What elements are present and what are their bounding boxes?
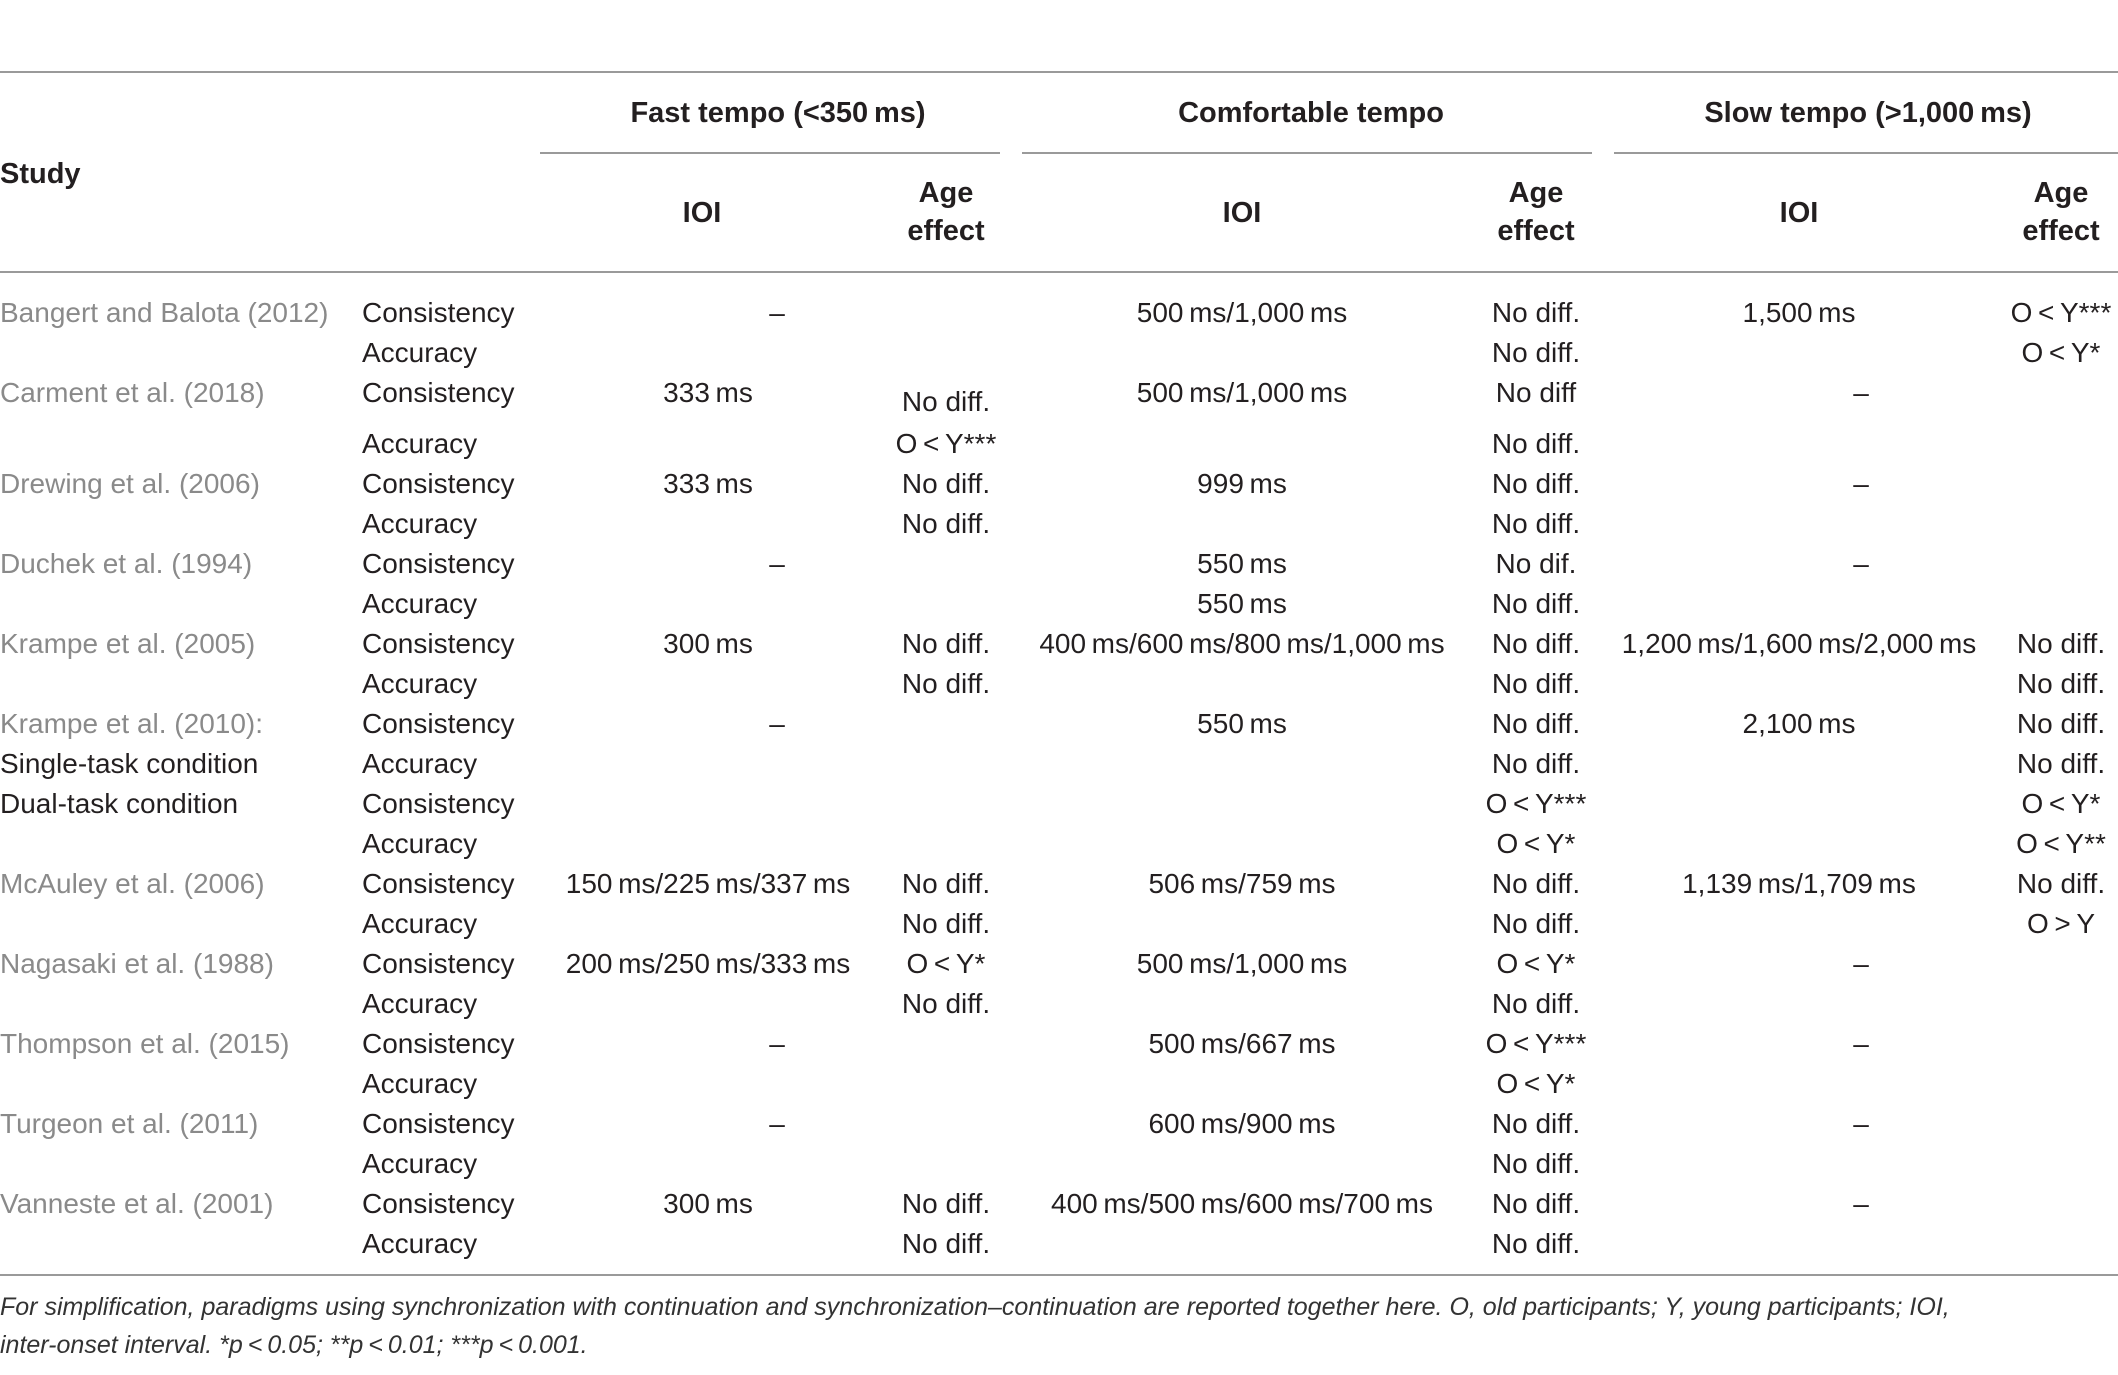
measure-cell: Consistency (362, 297, 515, 328)
measure-cell: Consistency (362, 468, 515, 499)
header-slow-age-effect (2022, 174, 2099, 250)
comfortable-ioi-cell: 600 ms/900 ms (1148, 1108, 1336, 1139)
comfortable-age-effect-cell: No diff. (1491, 1188, 1581, 1219)
slow-age-effect-cell: O < Y* (2021, 337, 2101, 368)
fast-ioi-cell: – (769, 708, 785, 739)
footnote-line-2: inter-onset interval. *p < 0.05; **p < 0.01; ***p < 0.001. (0, 1331, 588, 1359)
measure-cell: Consistency (362, 788, 515, 819)
table-bottom-rule (0, 1274, 2118, 1276)
header-group-slow: Slow tempo (>1,000 ms) (1704, 97, 2032, 129)
measure-cell: Accuracy (362, 988, 478, 1019)
study-cell: Dual-task condition (0, 788, 239, 819)
comfortable-age-effect-cell: O < Y*** (1485, 1028, 1587, 1059)
slow-ioi-cell: – (1853, 1108, 1869, 1139)
fast-age-effect-cell: O < Y* (906, 948, 986, 979)
study-cell: McAuley et al. (2006) (0, 868, 265, 899)
study-cell: Carment et al. (2018) (0, 377, 265, 408)
fast-ioi-cell: 300 ms (663, 628, 753, 659)
measure-cell: Accuracy (362, 668, 478, 699)
measure-cell: Accuracy (362, 428, 478, 459)
table-footnote (0, 1288, 2100, 1364)
comfortable-ioi-cell: 506 ms/759 ms (1148, 868, 1336, 899)
comfortable-ioi-cell: 500 ms/1,000 ms (1136, 297, 1348, 328)
fast-age-effect-cell: No diff. (901, 868, 991, 899)
measure-cell: Consistency (362, 868, 515, 899)
comfortable-ioi-cell: 999 ms (1197, 468, 1287, 499)
comfortable-age-effect-cell: No dif. (1495, 548, 1577, 579)
measure-cell: Consistency (362, 377, 515, 408)
study-cell: Krampe et al. (2005) (0, 628, 256, 659)
comfortable-age-effect-cell: No diff. (1491, 428, 1581, 459)
comfortable-age-effect-cell: No diff. (1491, 988, 1581, 1019)
slow-ioi-cell: 2,100 ms (1742, 708, 1856, 739)
comfortable-age-effect-cell: No diff. (1491, 908, 1581, 939)
header-group-comfortable: Comfortable tempo (1178, 97, 1444, 129)
comfortable-ioi-cell: 550 ms (1197, 588, 1287, 619)
header-slow-ioi: IOI (1779, 197, 1819, 229)
comfortable-age-effect-cell: No diff. (1491, 588, 1581, 619)
comfortable-age-effect-cell: O < Y*** (1485, 788, 1587, 819)
header-bottom-rule (0, 271, 2118, 273)
comfortable-age-effect-cell: No diff. (1491, 337, 1581, 368)
fast-age-effect-cell: No diff. (901, 1228, 991, 1259)
fast-ioi-cell: – (769, 1028, 785, 1059)
measure-cell: Accuracy (362, 1068, 478, 1099)
study-cell: Vanneste et al. (2001) (0, 1188, 274, 1219)
fast-age-effect-cell: No diff. (901, 386, 991, 417)
header-comfortable-ioi: IOI (1222, 197, 1262, 229)
age-label: Age (918, 177, 974, 209)
comfortable-age-effect-cell: No diff. (1491, 668, 1581, 699)
slow-age-effect-cell: No diff. (2016, 708, 2106, 739)
slow-age-effect-cell: O > Y (2026, 908, 2096, 939)
slow-ioi-cell: – (1853, 1028, 1869, 1059)
measure-cell: Accuracy (362, 508, 478, 539)
age-label: Age (1508, 177, 1564, 209)
slow-age-effect-cell: O < Y* (2021, 788, 2101, 819)
comfortable-age-effect-cell: No diff. (1491, 468, 1581, 499)
slow-age-effect-cell: O < Y** (2016, 828, 2106, 859)
comfortable-ioi-cell: 550 ms (1197, 708, 1287, 739)
slow-age-effect-cell: No diff. (2016, 748, 2106, 779)
slow-ioi-cell: – (1853, 468, 1869, 499)
comfortable-age-effect-cell: No diff. (1491, 868, 1581, 899)
fast-age-effect-cell: No diff. (901, 668, 991, 699)
slow-age-effect-cell: No diff. (2016, 668, 2106, 699)
fast-tempo-rule (540, 152, 1000, 154)
header-group-fast: Fast tempo (<350 ms) (630, 97, 926, 129)
comfortable-ioi-cell: 550 ms (1197, 548, 1287, 579)
measure-cell: Accuracy (362, 908, 478, 939)
comfortable-age-effect-cell: No diff. (1491, 748, 1581, 779)
study-cell: Drewing et al. (2006) (0, 468, 260, 499)
header-fast-ioi: IOI (682, 197, 722, 229)
header-study: Study (0, 158, 81, 190)
comfortable-age-effect-cell: No diff. (1491, 1148, 1581, 1179)
study-cell: Nagasaki et al. (1988) (0, 948, 274, 979)
fast-ioi-cell: 333 ms (663, 468, 753, 499)
slow-ioi-cell: 1,200 ms/1,600 ms/2,000 ms (1621, 628, 1977, 659)
comfortable-age-effect-cell: No diff. (1491, 1108, 1581, 1139)
slow-ioi-cell: 1,500 ms (1742, 297, 1856, 328)
slow-ioi-cell: 1,139 ms/1,709 ms (1682, 868, 1916, 899)
effect-label: effect (2022, 215, 2100, 247)
comfortable-age-effect-cell: No diff. (1491, 508, 1581, 539)
comfortable-ioi-cell: 400 ms/500 ms/600 ms/700 ms (1051, 1188, 1433, 1219)
slow-age-effect-cell: O < Y*** (2010, 297, 2112, 328)
fast-ioi-cell: 333 ms (663, 377, 753, 408)
measure-cell: Consistency (362, 708, 515, 739)
comfortable-age-effect-cell: O < Y* (1496, 828, 1576, 859)
measure-cell: Accuracy (362, 748, 478, 779)
measure-cell: Consistency (362, 948, 515, 979)
comfortable-age-effect-cell: O < Y* (1496, 948, 1576, 979)
comfortable-ioi-cell: 500 ms/667 ms (1148, 1028, 1336, 1059)
footnote-line-1: For simplification, paradigms using synchronization with continuation and synchronization–continuation are reported together here. O, old participants; Y, young participants; IOI, (0, 1293, 1950, 1321)
slow-age-effect-cell: No diff. (2016, 628, 2106, 659)
study-cell: Single-task condition (0, 748, 259, 779)
comfortable-ioi-cell: 500 ms/1,000 ms (1136, 377, 1348, 408)
slow-ioi-cell: – (1853, 377, 1869, 408)
effect-label: effect (907, 215, 985, 247)
fast-age-effect-cell: No diff. (901, 908, 991, 939)
fast-age-effect-cell: No diff. (901, 1188, 991, 1219)
slow-ioi-cell: – (1853, 1188, 1869, 1219)
comfortable-age-effect-cell: No diff. (1491, 708, 1581, 739)
study-cell: Krampe et al. (2010): (0, 708, 264, 739)
fast-age-effect-cell: No diff. (901, 988, 991, 1019)
measure-cell: Consistency (362, 1188, 515, 1219)
fast-ioi-cell: – (769, 1108, 785, 1139)
comfortable-age-effect-cell: O < Y* (1496, 1068, 1576, 1099)
comfortable-age-effect-cell: No diff. (1491, 297, 1581, 328)
slow-ioi-cell: – (1853, 948, 1869, 979)
fast-ioi-cell: 200 ms/250 ms/333 ms (565, 948, 851, 979)
fast-age-effect-cell: O < Y*** (895, 428, 997, 459)
measure-cell: Accuracy (362, 828, 478, 859)
study-cell: Turgeon et al. (2011) (0, 1108, 259, 1139)
fast-age-effect-cell: No diff. (901, 628, 991, 659)
fast-ioi-cell: – (769, 548, 785, 579)
slow-ioi-cell: – (1853, 548, 1869, 579)
fast-age-effect-cell: No diff. (901, 508, 991, 539)
slow-age-effect-cell: No diff. (2016, 868, 2106, 899)
fast-ioi-cell: 150 ms/225 ms/337 ms (565, 868, 851, 899)
measure-cell: Accuracy (362, 1228, 478, 1259)
table-top-rule (0, 71, 2118, 73)
measure-cell: Consistency (362, 548, 515, 579)
comfortable-tempo-rule (1022, 152, 1592, 154)
study-cell: Bangert and Balota (2012) (0, 297, 329, 328)
measure-cell: Accuracy (362, 588, 478, 619)
comfortable-age-effect-cell: No diff. (1491, 628, 1581, 659)
fast-ioi-cell: – (769, 297, 785, 328)
measure-cell: Consistency (362, 1028, 515, 1059)
comfortable-ioi-cell: 500 ms/1,000 ms (1136, 948, 1348, 979)
measure-cell: Consistency (362, 1108, 515, 1139)
measure-cell: Consistency (362, 628, 515, 659)
comfortable-age-effect-cell: No diff. (1491, 1228, 1581, 1259)
fast-age-effect-cell: No diff. (901, 468, 991, 499)
measure-cell: Accuracy (362, 337, 478, 368)
fast-ioi-cell: 300 ms (663, 1188, 753, 1219)
comfortable-ioi-cell: 400 ms/600 ms/800 ms/1,000 ms (1039, 628, 1445, 659)
measure-cell: Accuracy (362, 1148, 478, 1179)
comfortable-age-effect-cell: No diff (1495, 377, 1577, 408)
header-fast-age-effect (907, 174, 984, 250)
study-cell: Duchek et al. (1994) (0, 548, 253, 579)
age-label: Age (2033, 177, 2089, 209)
slow-tempo-rule (1614, 152, 2118, 154)
study-cell: Thompson et al. (2015) (0, 1028, 290, 1059)
header-comfortable-age-effect (1497, 174, 1574, 250)
effect-label: effect (1497, 215, 1575, 247)
